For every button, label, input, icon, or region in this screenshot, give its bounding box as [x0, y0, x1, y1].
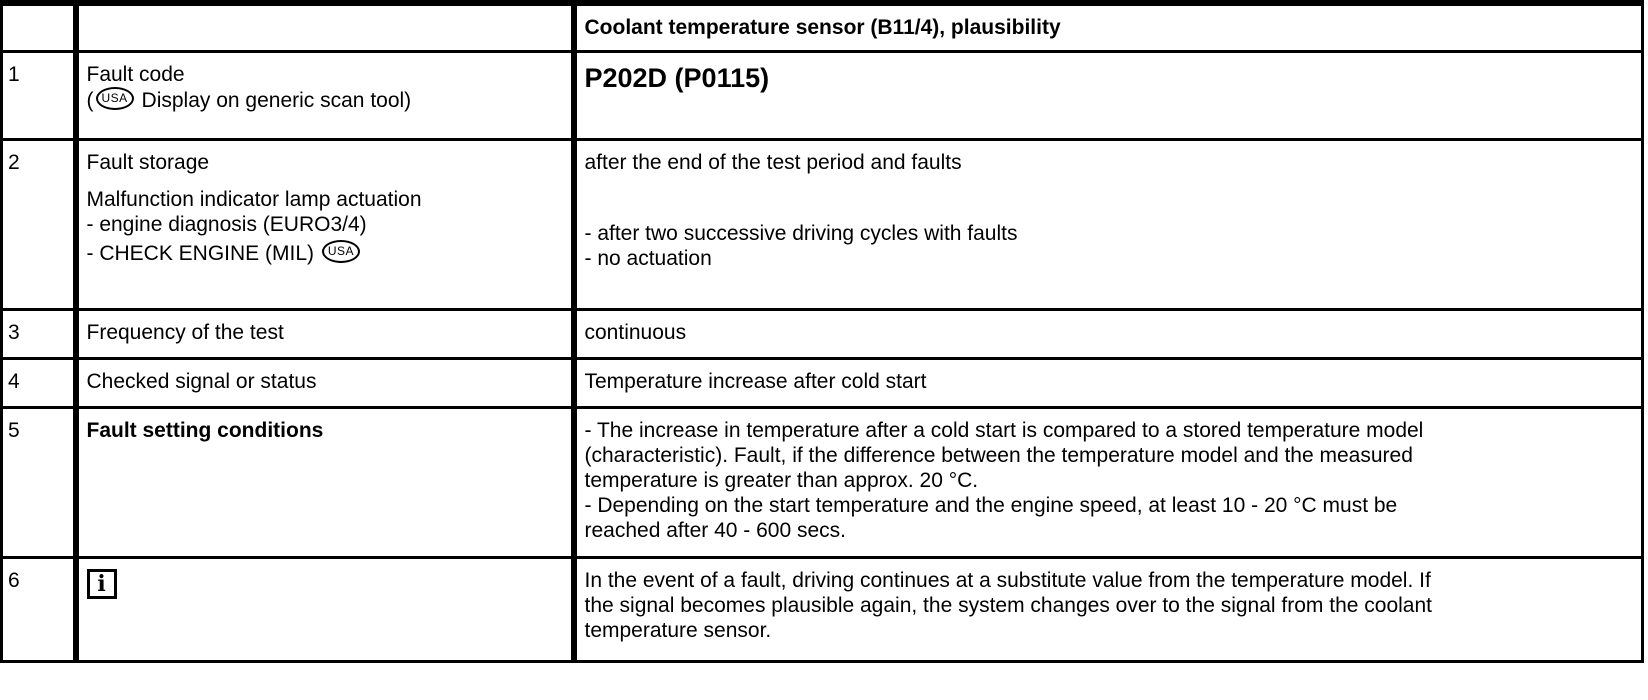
fault-code-value: P202D (P0115) [574, 51, 1643, 139]
condition-line: - The increase in temperature after a cold start is compared to a stored temperature model [584, 418, 1424, 442]
condition-line: reached after 40 - 600 secs. [584, 518, 846, 542]
row-number: 3 [2, 309, 76, 358]
row-value [574, 557, 1643, 661]
header-title: Coolant temperature sensor (B11/4), plausibility [574, 3, 1643, 51]
table-row [2, 51, 1643, 139]
substitute-value-line: temperature sensor. [584, 618, 772, 642]
row-value [574, 407, 1643, 557]
row-number: 6 [2, 557, 76, 661]
mil-value-usa: - no actuation [584, 246, 712, 270]
engine-diagnosis-label: - engine diagnosis (EURO3/4) [86, 212, 367, 236]
row-value: Temperature increase after cold start [574, 358, 1643, 407]
paren-open: ( [86, 88, 94, 112]
row-label: Frequency of the test [76, 309, 574, 358]
check-engine-label [87, 240, 561, 266]
substitute-value-line: In the event of a fault, driving continues at a substitute value from the temperature model. If [584, 568, 1431, 592]
row-label [76, 139, 574, 309]
table-row [2, 557, 1643, 661]
mil-actuation-label: Malfunction indicator lamp actuation [86, 187, 422, 211]
info-icon: i [87, 569, 117, 599]
table-row [2, 407, 1643, 557]
usa-badge-icon: USA [322, 240, 360, 263]
table-row [2, 309, 1643, 358]
fault-code-label: Fault code [86, 62, 185, 86]
table-header-row [2, 3, 1643, 51]
substitute-value-line: the signal becomes plausible again, the system changes over to the signal from the coolant [584, 593, 1432, 617]
row-number: 1 [2, 51, 76, 139]
fault-storage-label: Fault storage [86, 150, 210, 174]
row-label [76, 51, 574, 139]
check-engine-text: - CHECK ENGINE (MIL) [86, 241, 315, 265]
fault-storage-value: after the end of the test period and faults [584, 150, 962, 174]
condition-line: (characteristic). Fault, if the difference between the temperature model and the measured [584, 443, 1413, 467]
generic-scan-note [87, 87, 561, 113]
condition-line: - Depending on the start temperature and the engine speed, at least 10 - 20 °C must be [584, 493, 1398, 517]
row-number: 2 [2, 139, 76, 309]
row-value: continuous [574, 309, 1643, 358]
row-number: 4 [2, 358, 76, 407]
generic-scan-text: Display on generic scan tool) [141, 88, 412, 112]
table-row [2, 358, 1643, 407]
row-label: Checked signal or status [76, 358, 574, 407]
mil-value-euro: - after two successive driving cycles with faults [584, 221, 1018, 245]
header-num-cell [2, 3, 76, 51]
row-label [76, 557, 574, 661]
header-label-cell [76, 3, 574, 51]
row-number: 5 [2, 407, 76, 557]
row-label: Fault setting conditions [76, 407, 574, 557]
table-row [2, 139, 1643, 309]
condition-line: temperature is greater than approx. 20 °C. [584, 468, 979, 492]
usa-badge-icon: USA [96, 87, 134, 110]
row-value [574, 139, 1643, 309]
